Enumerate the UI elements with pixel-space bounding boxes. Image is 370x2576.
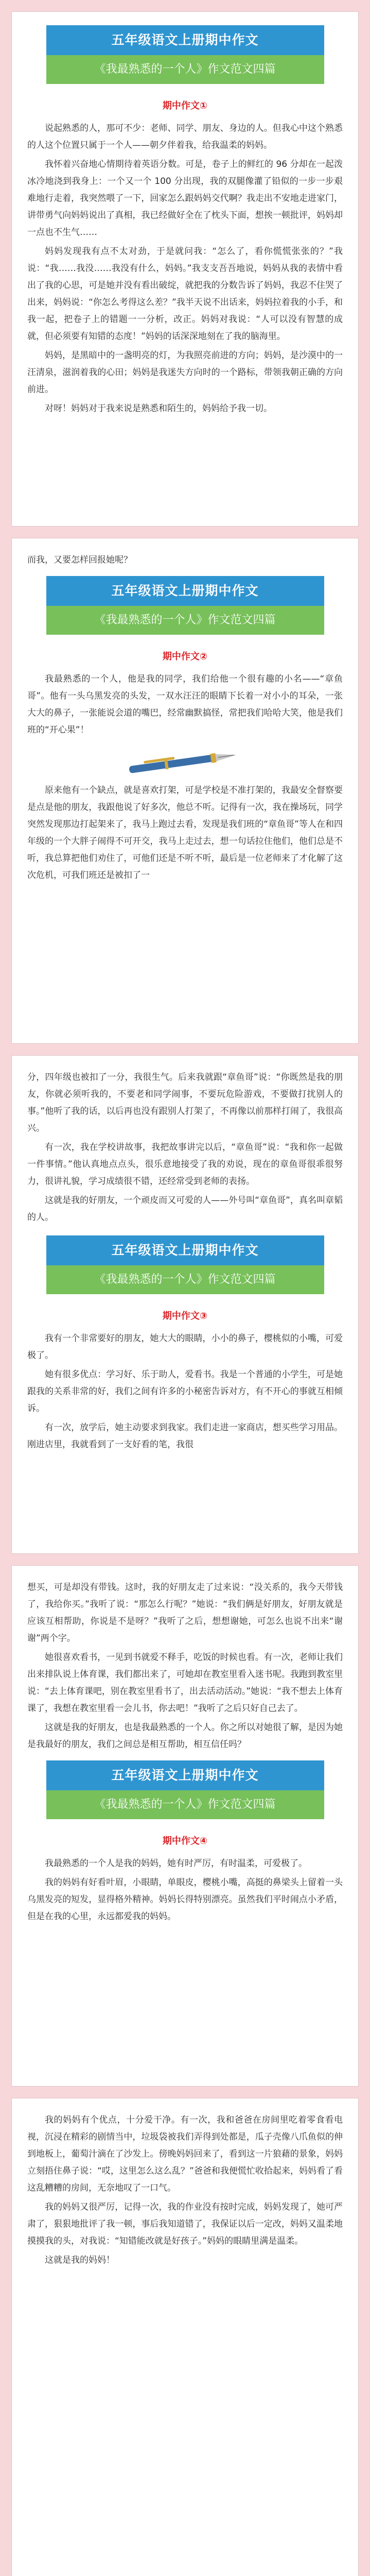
essay-heading-2: 期中作文②	[162, 651, 208, 662]
essay-paragraph: 我的妈妈有个优点，十分爱干净。有一次，我和爸爸在房间里吃着零食看电视，沉浸在精彩的剧情当中，垃圾袋被我们弄得到处都是，瓜子壳像八爪鱼似的伸到地板上，葡萄汁滴在了沙发上。傍晚妈妈回来了，看到这一片狼藉的景象，妈妈立刻捂住鼻子说：“哎，这里怎么这么乱？”爸爸和我便慌忙收拾起来，妈妈看了看这乱糟糟的房间，无奈地叹了一口气。	[27, 2115, 343, 2193]
article-card-4	[11, 1565, 359, 2087]
essay-heading-3: 期中作文③	[162, 1311, 208, 1321]
banner-subtitle: 《我最熟悉的一个人》作文范文四篇	[46, 55, 324, 84]
article-card-2	[11, 538, 359, 1044]
banner-title: 五年级语文上册期中作文	[46, 1760, 324, 1790]
essay-paragraph: 我最熟悉的一个人是我的妈妈，她有时严厉，有时温柔，可爱极了。	[45, 1858, 307, 1869]
article-card-5	[11, 2098, 359, 2576]
essay-paragraph: 我的妈妈又很严厉，记得一次，我的作业没有按时完成，妈妈发现了，她可严肃了，狠狠地批评了我一顿，事后我知道错了，我保证以后一定改，妈妈又温柔地摸摸我的头，对我说：“知错能改就是好孩子。”妈妈的眼睛里满是温柔。	[27, 2202, 343, 2246]
essay-paragraph: 我最熟悉的一个人，他是我的同学，我们给他一个很有趣的小名——“章鱼哥”。他有一头乌黑发亮的头发，一双水汪汪的眼睛下长着一对小小的耳朵，一张大大的鼻子，一张能说会道的嘴巴，经常幽默搞怪，常把我们哈哈大笑，他是我们班的“开心果”！	[27, 674, 343, 735]
continued-paragraph: 分，四年级也被扣了一分，我很生气。后来我就跟“章鱼哥”说：“你既然是我的朋友，你就必须听我的，不要老和同学闹事，不要玩危险游戏，不要做打扰别人的事。”他听了我的话，以后再也没有跟别人打架了，不再像以前那样打闹了，我很高兴。	[27, 1072, 343, 1133]
essay-paragraph: 有一次，放学后，她主动要求到我家。我们走进一家商店，想买些学习用品。刚进店里，我就看到了一支好看的笔，我很	[27, 1422, 343, 1450]
essay-heading-1: 期中作文①	[162, 100, 208, 111]
banner-title: 五年级语文上册期中作文	[46, 576, 324, 606]
banner-title: 五年级语文上册期中作文	[46, 25, 324, 55]
essay-paragraph: 这就是我的好朋友，也是我最熟悉的一个人。你之所以对她很了解，是因为她是我最好的朋友，我们之间总是相互帮助，相互信任吗？	[27, 1722, 343, 1750]
banner-subtitle: 《我最熟悉的一个人》作文范文四篇	[46, 1265, 324, 1294]
article-card-3	[11, 1055, 359, 1554]
continued-paragraph: 想买，可是却没有带钱。这时，我的好朋友走了过来说：“没关系的，我今天带钱了，我给你买。”我听了说：“那怎么行呢？”她说：“我们俩是好朋友，好朋友就是应该互相帮助，你说是不是呀？”我听了之后，想想谢她，可怎么也说不出来“谢谢”两个字。	[27, 1582, 343, 1643]
essay-paragraph: 妈妈，是黑暗中的一盏明亮的灯，为我照亮前进的方向；妈妈，是沙漠中的一汪清泉，滋润着我的心田；妈妈是我迷失方向时的一个路标，带领我朝正确的方向前进。	[27, 350, 343, 395]
continued-paragraph: 而我，又要怎样回报她呢？	[27, 555, 132, 565]
essay-paragraph: 原来他有一个缺点，就是喜欢打架，可是学校是不准打架的，我最安全督察要是点是他的朋友，我跟他说了好多次，他总不听。记得有一次，我在操场玩，同学突然发现那边打起架来了，我马上跑过去看，发现是我们班的“章鱼哥”等人在和四年级的一个大胖子闹得不可开交，我马上走过去，想一句话拉住他们，他们总是不听，我总算把他们劝住了，可他们还是不听不听，最后是一位老师来了才化解了这次危机，可我们班还是被扣了一	[27, 785, 343, 880]
essay-paragraph: 我怀着兴奋地心情期待着英语分数。可是，卷子上的鲜红的 96 分却在一起泼冰冷地浇到我身上：一个又一个 100 分出现，我的双腿像灌了铅似的一步一步艰难地行走着，我突然喂了一下，回家怎么跟妈妈交代啊？我走出不安地走进家门，讲带勇气向妈妈说出了真相，我已经做好全在了枕头下面，想挨一顿批评，妈妈却一点也不生气……	[27, 159, 343, 238]
essay-paragraph: 她有很多优点：学习好、乐于助人，爱看书。我是一个普通的小学生，可是她跟我的关系非常的好，我们之间有许多的小秘密告诉对方，有不开心的事就互相倾诉。	[27, 1369, 343, 1414]
essay-paragraph: 说起熟悉的人，那可不少：老师、同学、朋友、身边的人。但我心中这个熟悉的人这个位置只属于一个人——朝夕伴着我，给我温柔的妈妈。	[27, 123, 343, 150]
essay-paragraph: 这就是我的妈妈！	[45, 2255, 115, 2265]
title-banner-2	[46, 576, 324, 635]
fountain-pen-icon	[108, 746, 262, 777]
article-card-1	[11, 11, 359, 527]
title-banner-3	[46, 1235, 324, 1294]
banner-subtitle: 《我最熟悉的一个人》作文范文四篇	[46, 1790, 324, 1819]
essay-heading-4: 期中作文④	[162, 1836, 208, 1846]
essay-paragraph: 她很喜欢看书，一见到书就爱不释手，吃饭的时候也看。有一次，老师让我们出来排队说上体育课，我们都出来了，可她却在教室里看入迷书呢。我跑到教室里说：“去上体育课吧，别在教室里看书了，出去活动活动。”她说：“我不想去上体育课了，我想在教室里看一会儿书，你去吧！”我听了之后只好自己去了。	[27, 1652, 343, 1714]
essay-paragraph: 我的妈妈有好看叶眉，小眼睛，单眼皮，樱桃小嘴，高挺的鼻梁头上留着一头乌黑发亮的短发，显得格外精神。妈妈长得特别漂亮。虽然我们平时闹点小矛盾，但是在我的心里，永远都爱我的妈妈。	[27, 1877, 343, 1922]
essay-paragraph: 妈妈发现我有点不太对劲，于是就问我：“怎么了，看你慌慌张张的？”我说：“我……我没……我没有什么，妈妈。”我支支吾吾地说，妈妈从我的表情中看出了我的心思，可是她并没有看出破绽，就把我的分数告诉了妈妈，我忍不住哭了出来，妈妈说：“你怎么考得这么差？”我半天说不出话来，妈妈拉着我的小手，和我一起，把卷子上的错题一一分析，改正。妈妈对我说：“人可以没有智慧的成就，但必须要有知错的态度！”妈妈的话深深地刻在了我的脑海里。	[27, 246, 343, 342]
essay-paragraph: 有一次，我在学校讲故事，我把故事讲完以后，“章鱼哥”说：“我和你一起做一件事情。”他认真地点点头，很乐意地接受了我的劝说，现在的章鱼哥很乖很努力，很讲礼貌，学习成绩很不错，还经常受到老师的表扬。	[27, 1142, 343, 1187]
banner-subtitle: 《我最熟悉的一个人》作文范文四篇	[46, 606, 324, 635]
title-banner-4	[46, 1760, 324, 1819]
essay-paragraph: 对呀！妈妈对于我来说是熟悉和陌生的，妈妈给予我一切。	[45, 403, 272, 414]
banner-title: 五年级语文上册期中作文	[46, 1235, 324, 1265]
essay-paragraph: 我有一个非常要好的朋友，她大大的眼睛，小小的鼻子，樱桃似的小嘴，可爱极了。	[27, 1333, 343, 1361]
essay-paragraph: 这就是我的好朋友，一个顽皮而又可爱的人——外号叫“章鱼哥”，真名叫章韬的人。	[27, 1195, 343, 1223]
title-banner-1	[46, 25, 324, 84]
